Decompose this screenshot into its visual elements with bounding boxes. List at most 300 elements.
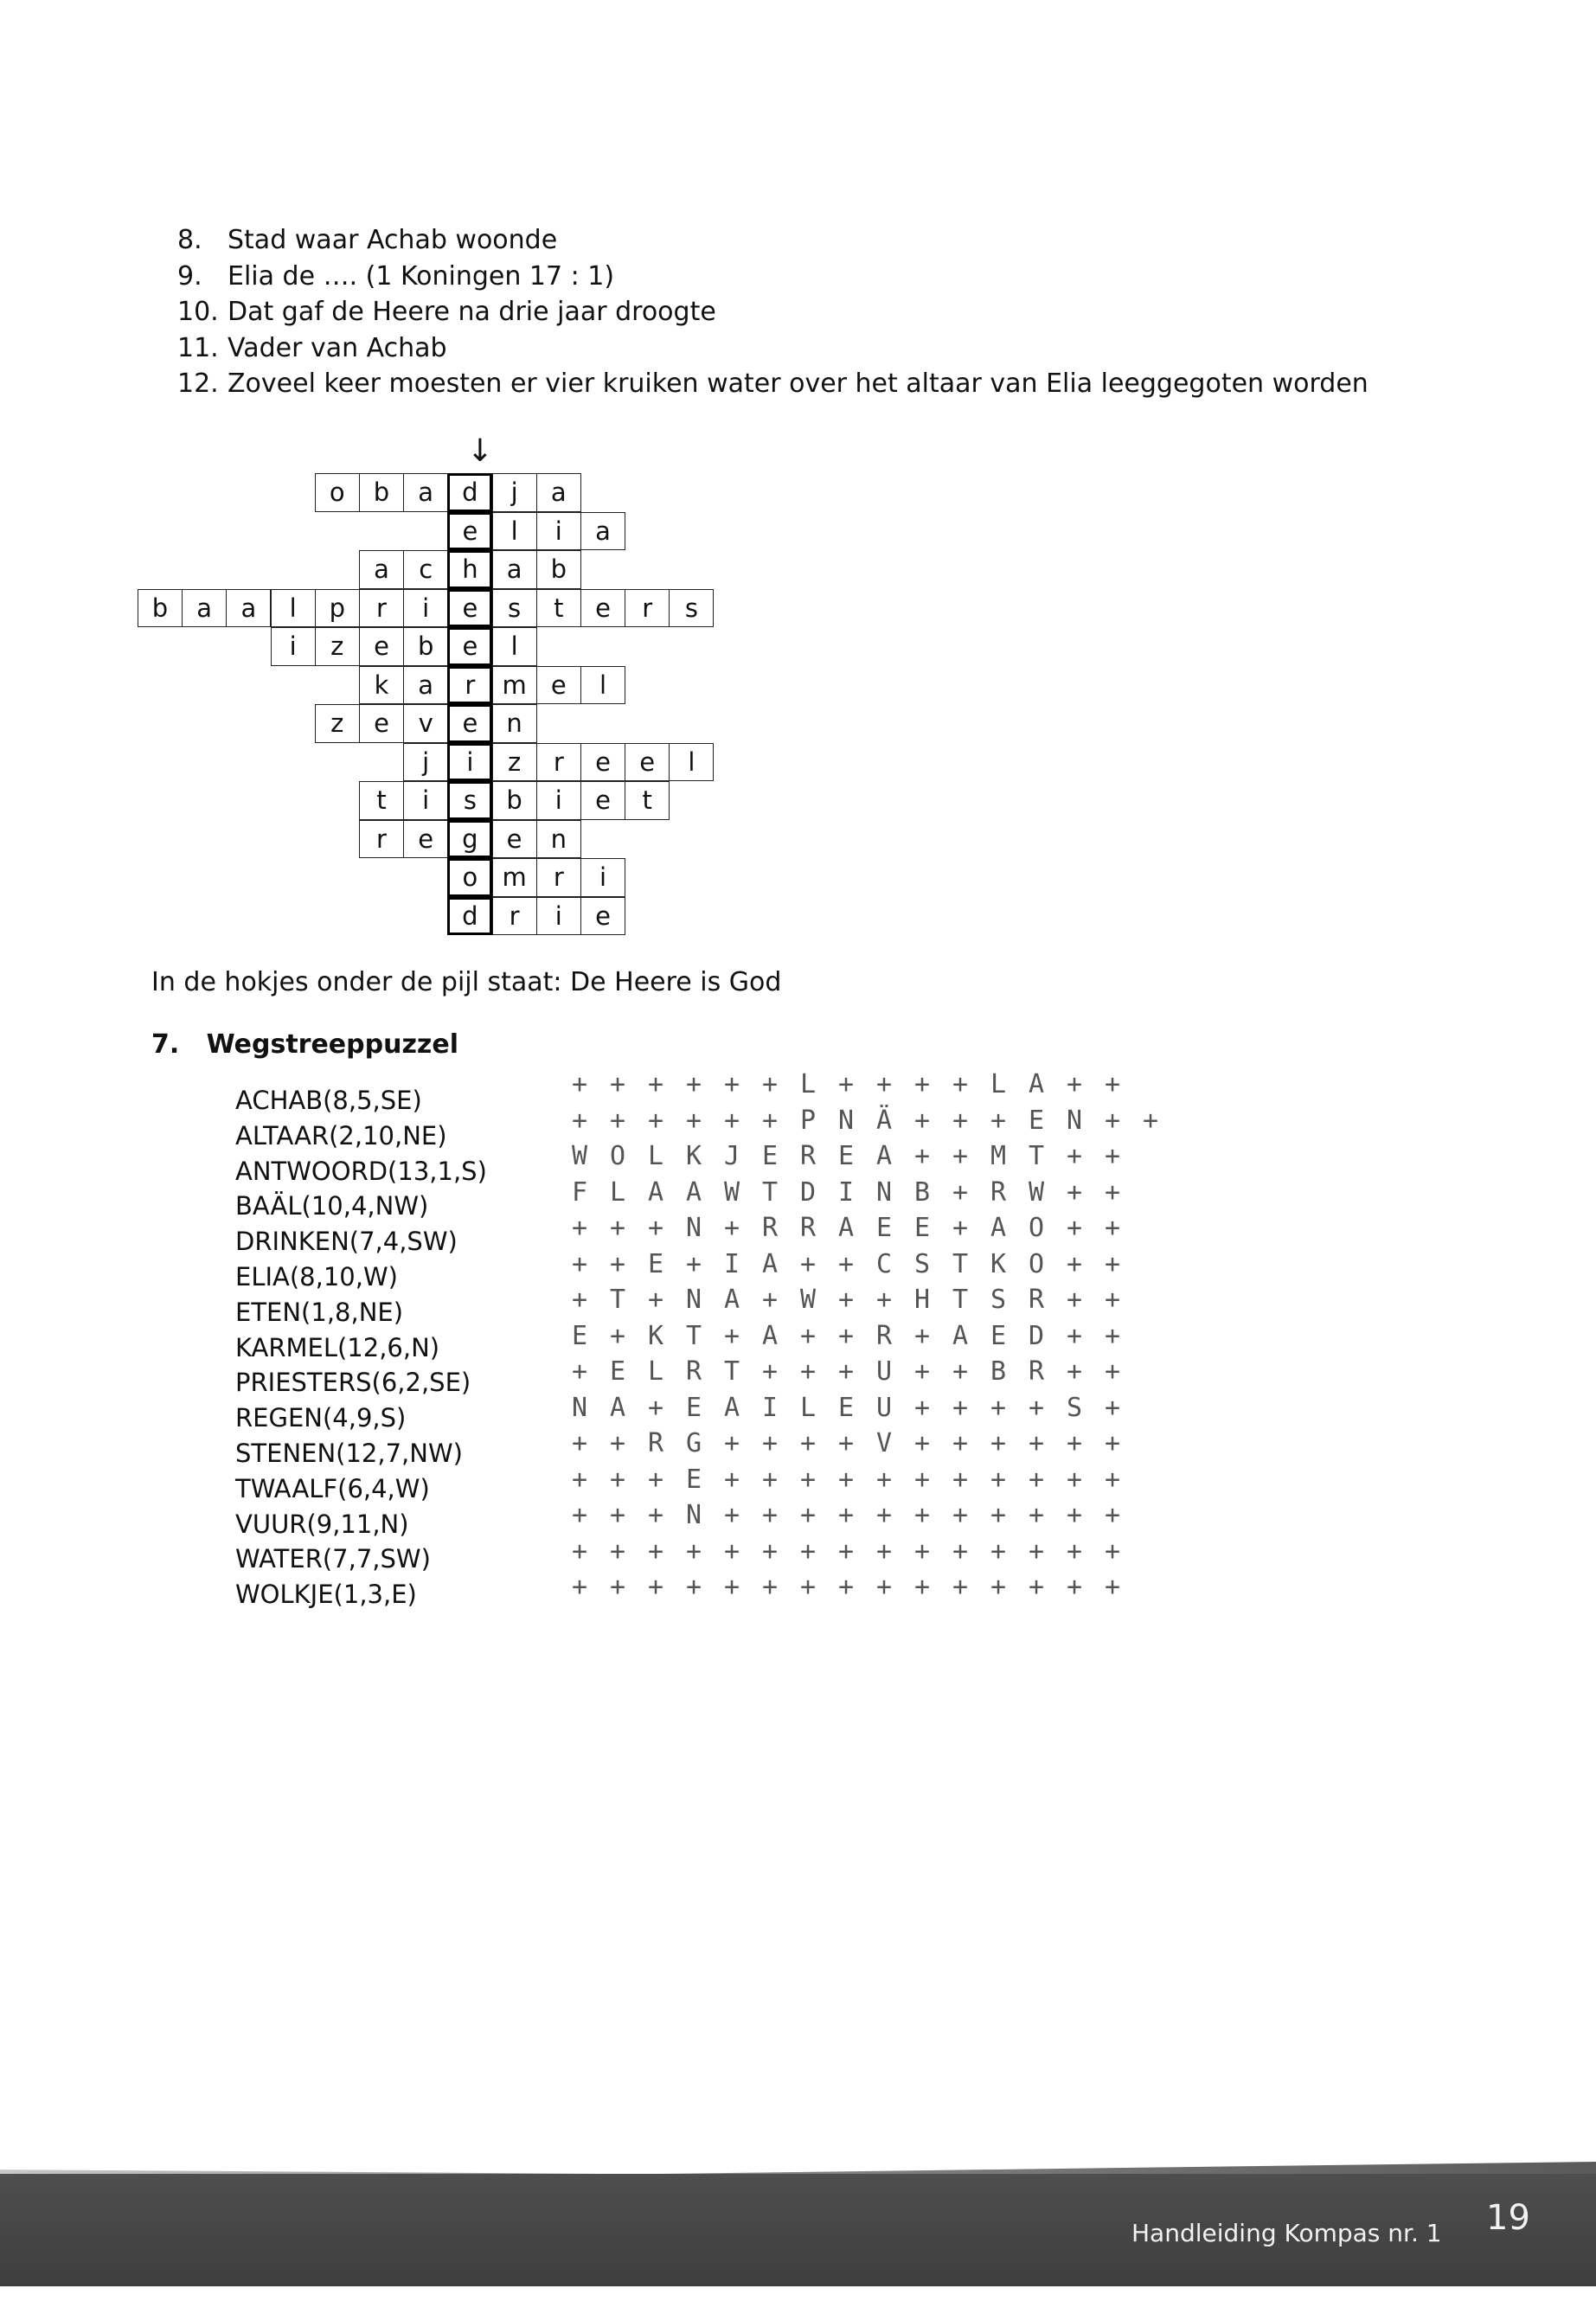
grid-letter: + — [837, 1320, 855, 1351]
grid-letter: + — [761, 1535, 779, 1567]
crossword-cell: i — [447, 743, 492, 782]
crossword-cell: e — [492, 820, 537, 859]
grid-letter: + — [952, 1500, 969, 1531]
crossword-cell: g — [447, 820, 492, 859]
grid-letter: + — [1066, 1069, 1083, 1100]
word-list-item: ETEN(1,8,NE) — [235, 1297, 404, 1327]
grid-letter: + — [799, 1572, 817, 1603]
clue-number: 10. — [177, 297, 219, 327]
grid-letter: A — [723, 1392, 740, 1423]
grid-letter: O — [1028, 1248, 1045, 1279]
clue-number: 12. — [177, 369, 219, 399]
grid-letter: N — [875, 1176, 893, 1208]
grid-letter: + — [837, 1285, 855, 1316]
grid-letter: E — [609, 1356, 626, 1388]
grid-letter: A — [875, 1141, 893, 1172]
crossword-cell: e — [359, 627, 404, 666]
grid-letter: S — [990, 1285, 1007, 1316]
grid-row — [561, 1318, 1170, 1355]
grid-letter: + — [1104, 1572, 1121, 1603]
crossword-cell: b — [492, 781, 537, 820]
grid-letter: V — [875, 1428, 893, 1459]
grid-letter: + — [913, 1320, 931, 1351]
grid-letter: S — [1066, 1392, 1083, 1423]
grid-letter: E — [837, 1392, 855, 1423]
crossword-cell: h — [447, 550, 492, 589]
grid-letter: + — [952, 1141, 969, 1172]
grid-letter: E — [647, 1248, 664, 1279]
crossword-cell: r — [536, 743, 581, 782]
section-number: 7. — [151, 1029, 180, 1060]
crossword-cell: a — [403, 666, 448, 705]
crossword-cell: i — [403, 781, 448, 820]
crossword-cell: b — [359, 473, 404, 512]
crossword-cell: r — [536, 858, 581, 897]
grid-letter: + — [799, 1500, 817, 1531]
grid-letter: N — [685, 1213, 702, 1244]
grid-letter: + — [990, 1105, 1007, 1136]
grid-letter: + — [913, 1392, 931, 1423]
crossword-cell: e — [447, 627, 492, 666]
crossword-cell: a — [359, 550, 404, 589]
grid-row — [561, 1175, 1170, 1211]
grid-letter: + — [761, 1105, 779, 1136]
grid-letter: U — [875, 1392, 893, 1423]
word-list-item: KARMEL(12,6,N) — [235, 1332, 440, 1362]
grid-letter: + — [571, 1248, 588, 1279]
grid-letter: + — [1066, 1535, 1083, 1567]
grid-letter: + — [1066, 1572, 1083, 1603]
grid-letter: N — [837, 1105, 855, 1136]
grid-letter: + — [990, 1392, 1007, 1423]
word-list — [235, 1083, 487, 1612]
grid-letter: + — [571, 1428, 588, 1459]
grid-letter: W — [571, 1141, 588, 1172]
clue-text: Zoveel keer moesten er vier kruiken water over het altaar van Elia leeggegoten worden — [228, 369, 1368, 399]
grid-letter: + — [799, 1464, 817, 1495]
crossword-cell: a — [182, 589, 227, 628]
grid-letter: I — [761, 1392, 779, 1423]
grid-letter: + — [913, 1572, 931, 1603]
crossword-cell: r — [492, 897, 537, 936]
grid-letter: + — [609, 1213, 626, 1244]
grid-row — [561, 1067, 1170, 1103]
crossword-cell: d — [447, 473, 492, 512]
crossword-cell: r — [625, 589, 670, 628]
grid-letter: + — [685, 1535, 702, 1567]
page-number: 19 — [1486, 2198, 1530, 2238]
grid-letter: + — [761, 1500, 779, 1531]
grid-letter: + — [799, 1535, 817, 1567]
grid-letter: + — [571, 1213, 588, 1244]
grid-letter: + — [799, 1320, 817, 1351]
grid-letter: + — [723, 1500, 740, 1531]
grid-letter: + — [952, 1428, 969, 1459]
crossword-cell: e — [625, 743, 670, 782]
grid-letter: + — [875, 1572, 893, 1603]
word-list-item: VUUR(9,11,N) — [235, 1509, 409, 1539]
grid-letter: + — [913, 1500, 931, 1531]
grid-letter: + — [685, 1572, 702, 1603]
grid-letter: + — [571, 1105, 588, 1136]
grid-letter: + — [571, 1572, 588, 1603]
grid-letter: R — [1028, 1285, 1045, 1316]
grid-letter: E — [837, 1141, 855, 1172]
crossword-cell: i — [536, 512, 581, 551]
grid-letter: + — [1028, 1428, 1045, 1459]
word-list-item: ANTWOORD(13,1,S) — [235, 1156, 487, 1186]
crossword-cell: r — [359, 589, 404, 628]
grid-letter: + — [647, 1535, 664, 1567]
crossword-cell: s — [669, 589, 714, 628]
crossword-cell: m — [492, 858, 537, 897]
grid-letter: + — [1028, 1572, 1045, 1603]
grid-letter: T — [685, 1320, 702, 1351]
grid-letter: R — [647, 1428, 664, 1459]
grid-letter: + — [837, 1428, 855, 1459]
grid-letter: + — [1028, 1535, 1045, 1567]
crossword-cell: o — [447, 858, 492, 897]
grid-letter: A — [761, 1248, 779, 1279]
grid-letter: + — [837, 1356, 855, 1388]
grid-letter: T — [952, 1248, 969, 1279]
grid-letter: A — [723, 1285, 740, 1316]
crossword-cell: c — [403, 550, 448, 589]
grid-letter: + — [1028, 1464, 1045, 1495]
crossword-cell: e — [536, 666, 581, 705]
grid-letter: N — [571, 1392, 588, 1423]
grid-letter: + — [1066, 1428, 1083, 1459]
grid-letter: P — [799, 1105, 817, 1136]
grid-letter: + — [1104, 1213, 1121, 1244]
grid-letter: B — [990, 1356, 1007, 1388]
grid-letter: + — [761, 1356, 779, 1388]
grid-row — [561, 1390, 1170, 1426]
crossword-cell: t — [536, 589, 581, 628]
grid-letter: A — [647, 1176, 664, 1208]
crossword-cell: l — [492, 512, 537, 551]
grid-letter: + — [952, 1105, 969, 1136]
grid-letter: + — [761, 1572, 779, 1603]
grid-letter: + — [571, 1069, 588, 1100]
grid-letter: + — [685, 1248, 702, 1279]
clue-list — [177, 222, 1368, 402]
grid-letter: + — [1104, 1392, 1121, 1423]
grid-letter: + — [1028, 1500, 1045, 1531]
grid-letter: + — [913, 1356, 931, 1388]
grid-letter: G — [685, 1428, 702, 1459]
crossword-cell: r — [359, 820, 404, 859]
crossword-cell: a — [580, 512, 625, 551]
grid-letter: + — [647, 1572, 664, 1603]
grid-letter: + — [1066, 1176, 1083, 1208]
grid-letter: + — [761, 1285, 779, 1316]
grid-letter: N — [1066, 1105, 1083, 1136]
grid-letter: R — [875, 1320, 893, 1351]
crossword-cell: e — [447, 589, 492, 628]
grid-letter: T — [723, 1356, 740, 1388]
crossword-cell: b — [138, 589, 183, 628]
grid-row — [561, 1497, 1170, 1534]
clue-text: Dat gaf de Heere na drie jaar droogte — [228, 297, 716, 327]
grid-letter: + — [723, 1069, 740, 1100]
grid-letter: + — [609, 1500, 626, 1531]
grid-row — [561, 1247, 1170, 1283]
grid-letter: R — [685, 1356, 702, 1388]
crossword-cell: e — [580, 781, 625, 820]
clue-item — [177, 294, 1368, 330]
crossword-cell: z — [315, 627, 360, 666]
grid-letter: + — [952, 1213, 969, 1244]
grid-letter: + — [913, 1428, 931, 1459]
section-heading — [151, 1029, 458, 1060]
crossword-cell: t — [359, 781, 404, 820]
grid-letter: + — [647, 1500, 664, 1531]
grid-row — [561, 1462, 1170, 1498]
grid-letter: + — [609, 1069, 626, 1100]
down-arrow-icon: ↓ — [466, 433, 494, 469]
crossword-cell: j — [403, 743, 448, 782]
crossword-cell: e — [580, 743, 625, 782]
grid-letter: A — [761, 1320, 779, 1351]
clue-number: 8. — [177, 225, 202, 255]
grid-letter: + — [609, 1464, 626, 1495]
grid-letter: + — [647, 1213, 664, 1244]
letter-grid — [561, 1067, 1170, 1606]
grid-letter: + — [1104, 1428, 1121, 1459]
grid-letter: + — [875, 1285, 893, 1316]
grid-letter: + — [1066, 1141, 1083, 1172]
crossword-cell: a — [492, 550, 537, 589]
grid-letter: A — [837, 1213, 855, 1244]
grid-letter: + — [1104, 1248, 1121, 1279]
grid-letter: + — [837, 1535, 855, 1567]
crossword-cell: d — [447, 897, 492, 936]
grid-letter: W — [799, 1285, 817, 1316]
footer-title: Handleiding Kompas nr. 1 — [1131, 2219, 1442, 2247]
grid-letter: + — [723, 1105, 740, 1136]
grid-letter: + — [1066, 1320, 1083, 1351]
grid-row — [561, 1103, 1170, 1139]
grid-letter: T — [952, 1285, 969, 1316]
word-list-item: ACHAB(8,5,SE) — [235, 1086, 422, 1115]
grid-letter: N — [685, 1285, 702, 1316]
grid-letter: + — [1066, 1356, 1083, 1388]
crossword-cell: l — [669, 743, 714, 782]
grid-letter: + — [761, 1428, 779, 1459]
crossword-cell: v — [403, 704, 448, 743]
clue-item — [177, 366, 1368, 402]
grid-letter: A — [609, 1392, 626, 1423]
grid-letter: + — [685, 1069, 702, 1100]
grid-letter: R — [761, 1213, 779, 1244]
grid-letter: E — [685, 1392, 702, 1423]
grid-letter: + — [1104, 1285, 1121, 1316]
crossword-cell: s — [492, 589, 537, 628]
grid-letter: + — [990, 1428, 1007, 1459]
grid-letter: I — [723, 1248, 740, 1279]
crossword-cell: k — [359, 666, 404, 705]
grid-letter: + — [913, 1069, 931, 1100]
grid-letter: + — [571, 1500, 588, 1531]
grid-letter: A — [1028, 1069, 1045, 1100]
grid-letter: L — [799, 1392, 817, 1423]
grid-letter: A — [952, 1320, 969, 1351]
grid-letter: K — [685, 1141, 702, 1172]
grid-letter: + — [609, 1105, 626, 1136]
grid-letter: + — [837, 1572, 855, 1603]
crossword-cell: z — [315, 704, 360, 743]
crossword-cell: t — [625, 781, 670, 820]
grid-letter: + — [723, 1464, 740, 1495]
grid-letter: + — [1104, 1464, 1121, 1495]
answer-text: In de hokjes onder de pijl staat: De Heere is God — [151, 967, 782, 997]
grid-letter: + — [1104, 1500, 1121, 1531]
clue-text: Vader van Achab — [228, 332, 447, 363]
clue-text: Elia de …. (1 Koningen 17 : 1) — [228, 260, 615, 292]
grid-letter: + — [990, 1535, 1007, 1567]
crossword-cell: r — [447, 666, 492, 705]
grid-letter: N — [685, 1500, 702, 1531]
grid-letter: + — [837, 1500, 855, 1531]
grid-letter: C — [875, 1248, 893, 1279]
crossword-cell: b — [403, 627, 448, 666]
grid-letter: L — [647, 1356, 664, 1388]
grid-letter: + — [609, 1572, 626, 1603]
grid-letter: + — [685, 1105, 702, 1136]
crossword-cell: p — [315, 589, 360, 628]
grid-letter: + — [990, 1500, 1007, 1531]
grid-letter: + — [1104, 1141, 1121, 1172]
grid-letter: + — [761, 1069, 779, 1100]
grid-letter: + — [875, 1464, 893, 1495]
grid-letter: + — [647, 1285, 664, 1316]
grid-letter: + — [647, 1464, 664, 1495]
word-list-item: WATER(7,7,SW) — [235, 1544, 431, 1574]
crossword-cell: i — [271, 627, 316, 666]
grid-letter: J — [723, 1141, 740, 1172]
grid-letter: + — [952, 1392, 969, 1423]
grid-letter: W — [723, 1176, 740, 1208]
crossword-cell: a — [226, 589, 271, 628]
grid-letter: + — [1066, 1464, 1083, 1495]
grid-letter: K — [990, 1248, 1007, 1279]
grid-letter: + — [647, 1392, 664, 1423]
grid-letter: + — [1104, 1069, 1121, 1100]
grid-letter: L — [647, 1141, 664, 1172]
grid-letter: + — [609, 1535, 626, 1567]
grid-letter: + — [1104, 1535, 1121, 1567]
crossword-cell: e — [580, 897, 625, 936]
grid-letter: + — [609, 1248, 626, 1279]
crossword-cell: e — [447, 512, 492, 551]
grid-letter: E — [571, 1320, 588, 1351]
grid-letter: + — [571, 1356, 588, 1388]
grid-letter: + — [799, 1356, 817, 1388]
crossword-cell: a — [403, 473, 448, 512]
grid-letter: + — [913, 1464, 931, 1495]
word-list-item: WOLKJE(1,3,E) — [235, 1580, 417, 1610]
grid-letter: M — [990, 1141, 1007, 1172]
grid-letter: + — [837, 1464, 855, 1495]
grid-letter: + — [571, 1464, 588, 1495]
grid-row — [561, 1426, 1170, 1462]
crossword-cell: i — [536, 897, 581, 936]
grid-letter: E — [761, 1141, 779, 1172]
crossword-cell: z — [492, 743, 537, 782]
clue-item — [177, 259, 1368, 295]
grid-letter: + — [723, 1572, 740, 1603]
crossword-cell: e — [359, 704, 404, 743]
word-list-item: ALTAAR(2,10,NE) — [235, 1120, 447, 1150]
grid-letter: I — [837, 1176, 855, 1208]
grid-letter: + — [837, 1248, 855, 1279]
grid-letter: T — [1028, 1141, 1045, 1172]
grid-letter: + — [723, 1320, 740, 1351]
grid-letter: T — [609, 1285, 626, 1316]
word-list-item: DRINKEN(7,4,SW) — [235, 1227, 458, 1257]
grid-letter: + — [609, 1428, 626, 1459]
crossword-cell: j — [492, 473, 537, 512]
crossword-cell: n — [492, 704, 537, 743]
grid-letter: H — [913, 1285, 931, 1316]
crossword-cell: a — [536, 473, 581, 512]
grid-letter: + — [647, 1105, 664, 1136]
grid-letter: + — [1104, 1176, 1121, 1208]
crossword-cell: i — [403, 589, 448, 628]
grid-letter: + — [990, 1464, 1007, 1495]
grid-letter: L — [990, 1069, 1007, 1100]
grid-letter: + — [1066, 1285, 1083, 1316]
grid-letter: + — [1142, 1105, 1159, 1136]
crossword-cell: l — [580, 666, 625, 705]
grid-row — [561, 1534, 1170, 1570]
grid-row — [561, 1138, 1170, 1175]
grid-letter: O — [609, 1141, 626, 1172]
word-list-item: STENEN(12,7,NW) — [235, 1438, 463, 1468]
grid-letter: E — [685, 1464, 702, 1495]
grid-letter: + — [1066, 1248, 1083, 1279]
grid-letter: + — [913, 1105, 931, 1136]
grid-letter: T — [761, 1176, 779, 1208]
grid-letter: + — [952, 1464, 969, 1495]
grid-letter: + — [875, 1535, 893, 1567]
grid-letter: + — [952, 1572, 969, 1603]
grid-letter: + — [1104, 1356, 1121, 1388]
crossword-cell: e — [447, 704, 492, 743]
grid-letter: + — [837, 1069, 855, 1100]
grid-letter: + — [1066, 1500, 1083, 1531]
grid-letter: + — [952, 1176, 969, 1208]
clue-item — [177, 222, 1368, 259]
grid-letter: + — [1104, 1105, 1121, 1136]
grid-letter: S — [913, 1248, 931, 1279]
grid-letter: + — [647, 1069, 664, 1100]
grid-letter: E — [913, 1213, 931, 1244]
grid-letter: + — [913, 1141, 931, 1172]
word-list-item: TWAALF(6,4,W) — [235, 1473, 430, 1503]
grid-letter: E — [990, 1320, 1007, 1351]
grid-letter: + — [723, 1535, 740, 1567]
crossword-cell: i — [580, 858, 625, 897]
clue-item — [177, 330, 1368, 367]
crossword-cell: m — [492, 666, 537, 705]
grid-letter: D — [1028, 1320, 1045, 1351]
grid-letter: + — [1104, 1320, 1121, 1351]
grid-letter: W — [1028, 1176, 1045, 1208]
word-list-item: REGEN(4,9,S) — [235, 1403, 407, 1433]
grid-row — [561, 1282, 1170, 1318]
